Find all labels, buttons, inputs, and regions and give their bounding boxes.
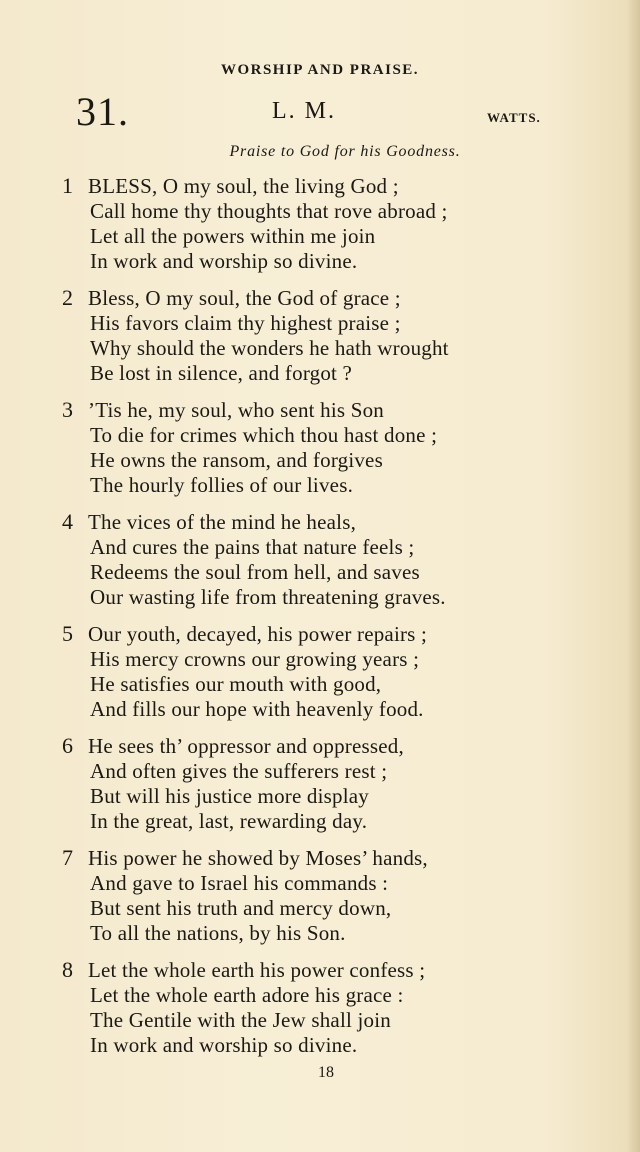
verse-line: He sees th’ oppressor and oppressed,	[88, 734, 404, 758]
stanza-number: 3	[62, 397, 73, 422]
verse-line: And cures the pains that nature feels ;	[90, 535, 415, 559]
verse-line: In the great, last, rewarding day.	[90, 809, 368, 833]
page-edge-shadow	[626, 0, 640, 1152]
stanza-number: 2	[62, 285, 73, 310]
verse-line: BLESS, O my soul, the living God ;	[88, 174, 399, 198]
verse-line: Our youth, decayed, his power repairs ;	[88, 622, 428, 646]
stanza-8	[62, 956, 532, 1060]
stanza-number: 5	[62, 621, 73, 646]
verse-line: Call home thy thoughts that rove abroad ;	[90, 199, 448, 223]
stanza-7	[62, 844, 532, 948]
stanza-number: 4	[62, 509, 73, 534]
verse-line: Let all the powers within me join	[90, 224, 376, 248]
verse-line: Bless, O my soul, the God of grace ;	[88, 286, 401, 310]
verse-line: Redeems the soul from hell, and saves	[90, 560, 420, 584]
verse-line: He owns the ransom, and forgives	[90, 448, 383, 472]
verse-line: Let the whole earth his power confess ;	[88, 958, 426, 982]
page-number: 18	[318, 1064, 334, 1081]
hymn-author: WATTS.	[487, 110, 541, 125]
verse-line: In work and worship so divine.	[90, 249, 358, 273]
stanza-6	[62, 732, 532, 836]
verse-line: Be lost in silence, and forgot ?	[90, 361, 353, 385]
verse-line: ’Tis he, my soul, who sent his Son	[88, 398, 384, 422]
verse-line: And fills our hope with heavenly food.	[90, 697, 424, 721]
verse-line: And gave to Israel his commands :	[90, 871, 389, 895]
hymn-meter: L. M.	[272, 98, 336, 124]
stanza-5	[62, 620, 532, 724]
verse-line: To die for crimes which thou hast done ;	[90, 423, 438, 447]
hymn-number: 31.	[76, 89, 129, 134]
verse-line: Our wasting life from threatening graves.	[90, 585, 446, 609]
verse-line: His power he showed by Moses’ hands,	[88, 846, 428, 870]
section-title: WORSHIP AND PRAISE.	[220, 62, 420, 78]
hymn-heading: Praise to God for his Goodness.	[229, 143, 461, 160]
stanza-number: 6	[62, 733, 73, 758]
verse-line: But sent his truth and mercy down,	[90, 896, 392, 920]
verse-line: And often gives the sufferers rest ;	[90, 759, 388, 783]
verse-line: To all the nations, by his Son.	[90, 921, 346, 945]
verse-line: Let the whole earth adore his grace :	[90, 983, 404, 1007]
stanza-number: 1	[62, 173, 73, 198]
stanza-number: 8	[62, 957, 73, 982]
verse-line: His mercy crowns our growing years ;	[90, 647, 420, 671]
stanza-4	[62, 508, 532, 612]
verse-line: But will his justice more display	[90, 784, 369, 808]
verse-line: In work and worship so divine.	[90, 1033, 358, 1057]
hymn-verses	[62, 172, 532, 1068]
verse-line: His favors claim thy highest praise ;	[90, 311, 401, 335]
verse-line: The vices of the mind he heals,	[88, 510, 357, 534]
verse-line: The Gentile with the Jew shall join	[90, 1008, 391, 1032]
stanza-3	[62, 396, 532, 500]
verse-line: Why should the wonders he hath wrought	[90, 336, 449, 360]
stanza-1	[62, 172, 532, 276]
stanza-number: 7	[62, 845, 73, 870]
verse-line: He satisfies our mouth with good,	[90, 672, 382, 696]
stanza-2	[62, 284, 532, 388]
verse-line: The hourly follies of our lives.	[90, 473, 354, 497]
